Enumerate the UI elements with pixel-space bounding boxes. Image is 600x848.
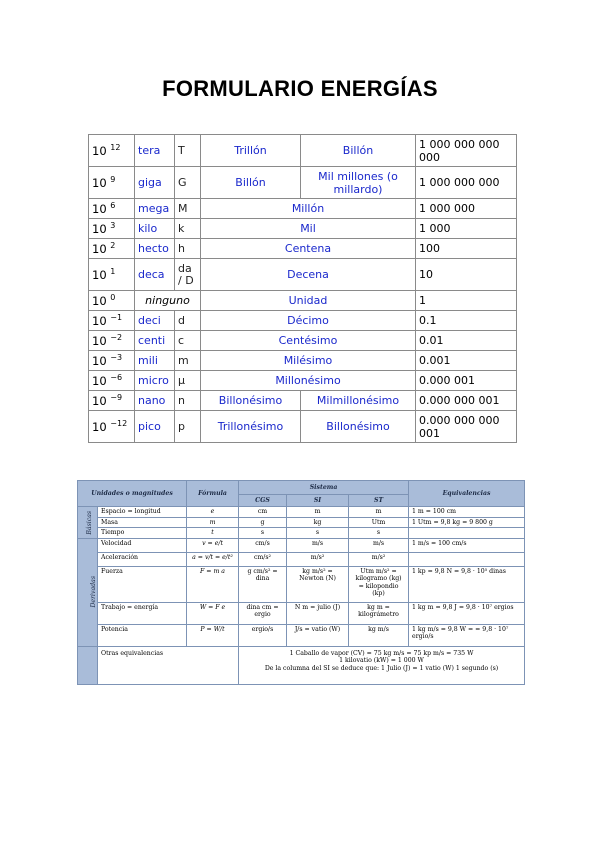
formula-cell: P = W/t [187,624,239,646]
header-magnitudes: Unidades o magnitudes [78,481,187,507]
short-scale-name: Billón [201,167,301,199]
other-equivalences-label: Otras equivalencias [98,646,239,684]
power-cell [89,167,135,199]
power-exponent: 0 [110,293,116,302]
header-sistema: Sistema [239,481,409,495]
power-exponent: −6 [110,373,123,382]
formula-cell: e [187,507,239,518]
decimal-value: 1 000 000 000 000 [416,135,517,167]
prefix-symbol: p [175,411,201,443]
equivalence-cell: 1 kg m = 9,8 J = 9,8 · 10⁷ ergios [409,602,525,624]
header-cgs: CGS [239,495,287,507]
power-base: 10 [92,314,107,328]
other-equivalences-text [239,646,525,684]
power-base: 10 [92,294,107,308]
equivalence-cell: 1 kp = 9,8 N = 9,8 · 10⁵ dinas [409,566,525,602]
si-unit: m [287,507,349,518]
formula-cell: v = e/t [187,538,239,552]
power-cell [89,135,135,167]
si-unit: kg [287,517,349,528]
decimal-value: 0.01 [416,331,517,351]
decimal-value: 0.000 000 001 [416,391,517,411]
prefix-row [89,351,517,371]
magnitude-name: Tiempo [98,528,187,539]
decimal-value: 1 000 000 000 [416,167,517,199]
prefix-symbol: G [175,167,201,199]
unit-row [78,507,525,518]
power-exponent: −12 [110,419,128,428]
st-unit: m/s² [349,552,409,566]
prefix-symbol: da / D [175,259,201,291]
power-base: 10 [92,354,107,368]
prefix-name: deca [135,259,175,291]
power-exponent: 6 [110,201,116,210]
unit-row [78,552,525,566]
power-cell [89,391,135,411]
power-base: 10 [92,420,107,434]
prefix-row [89,167,517,199]
power-base: 10 [92,334,107,348]
prefix-row [89,291,517,311]
decimal-value: 1 000 [416,219,517,239]
power-base: 10 [92,374,107,388]
other-equivalence-line: De la columna del SI se deduce que: 1 Julio (J) = 1 vatio (W) 1 segundo (s) [264,664,499,672]
cgs-unit: cm/s [239,538,287,552]
prefix-row [89,259,517,291]
scale-name: Décimo [201,311,416,331]
long-scale-name: Mil millones (o millardo) [301,167,416,199]
decimal-value: 0.001 [416,351,517,371]
power-base: 10 [92,202,107,216]
power-base: 10 [92,144,107,158]
cgs-unit: g cm/s² = dina [239,566,287,602]
unit-row [78,538,525,552]
prefix-symbol: n [175,391,201,411]
equivalence-cell [409,552,525,566]
other-equivalence-line: 1 Caballo de vapor (CV) = 75 kg m/s = 75 kp m/s = 735 W [289,649,474,657]
formula-cell: t [187,528,239,539]
unit-row [78,624,525,646]
equivalence-cell: 1 m/s = 100 cm/s [409,538,525,552]
header-formula: Fórmula [187,481,239,507]
decimal-value: 100 [416,239,517,259]
magnitude-name: Aceleración [98,552,187,566]
prefix-name: mega [135,199,175,219]
power-exponent: −1 [110,313,123,322]
prefix-name: hecto [135,239,175,259]
category-blank [78,646,98,684]
cgs-unit: s [239,528,287,539]
power-cell [89,351,135,371]
long-scale-name: Billón [301,135,416,167]
prefix-row [89,199,517,219]
si-unit: kg m/s² = Newton (N) [287,566,349,602]
short-scale-name: Trillón [201,135,301,167]
prefix-symbol: h [175,239,201,259]
power-base: 10 [92,222,107,236]
equivalence-cell [409,528,525,539]
decimal-value: 0.1 [416,311,517,331]
unit-row [78,528,525,539]
st-unit: m/s [349,538,409,552]
unit-row [78,566,525,602]
scale-name: Millón [201,199,416,219]
equivalence-cell: 1 m = 100 cm [409,507,525,518]
power-base: 10 [92,242,107,256]
prefix-name: tera [135,135,175,167]
category-derivadas: Derivadas [78,538,98,646]
equivalence-cell: 1 Utm = 9,8 kg = 9 800 g [409,517,525,528]
power-cell [89,239,135,259]
magnitude-name: Velocidad [98,538,187,552]
scale-name: Decena [201,259,416,291]
si-unit: N m = julio (J) [287,602,349,624]
prefix-row [89,135,517,167]
prefix-name: centi [135,331,175,351]
unit-row [78,517,525,528]
magnitude-name: Espacio = longitud [98,507,187,518]
cgs-unit: cm [239,507,287,518]
cgs-unit: dina cm = ergio [239,602,287,624]
decimal-value: 1 000 000 [416,199,517,219]
si-unit: J/s = vatio (W) [287,624,349,646]
prefix-symbol: d [175,311,201,331]
scale-name: Centena [201,239,416,259]
decimal-value: 0.000 000 000 001 [416,411,517,443]
power-exponent: 2 [110,241,116,250]
prefix-symbol: k [175,219,201,239]
power-cell [89,219,135,239]
si-unit: m/s² [287,552,349,566]
magnitude-name: Trabajo = energía [98,602,187,624]
other-equivalence-line: 1 kilovatio (kW) = 1 000 W [339,657,424,664]
power-cell [89,331,135,351]
si-unit: s [287,528,349,539]
formula-cell: W = F e [187,602,239,624]
power-exponent: −3 [110,353,123,362]
power-exponent: 3 [110,221,116,230]
decimal-value: 10 [416,259,517,291]
prefix-symbol: µ [175,371,201,391]
cgs-unit: ergio/s [239,624,287,646]
prefix-row [89,239,517,259]
power-cell [89,311,135,331]
prefix-table [88,134,517,443]
power-exponent: −2 [110,333,123,342]
prefix-row [89,219,517,239]
header-si: SI [287,495,349,507]
decimal-value: 0.000 001 [416,371,517,391]
prefix-row [89,411,517,443]
long-scale-name: Billonésimo [301,411,416,443]
scale-name: Milésimo [201,351,416,371]
other-equivalences-row [78,646,525,684]
cgs-unit: cm/s² [239,552,287,566]
prefix-name: mili [135,351,175,371]
power-base: 10 [92,394,107,408]
power-exponent: 12 [110,143,121,152]
scale-name: Millonésimo [201,371,416,391]
header-st: ST [349,495,409,507]
short-scale-name: Billonésimo [201,391,301,411]
category-basicas: Básicas [78,507,98,539]
power-exponent: 9 [110,175,116,184]
power-base: 10 [92,268,107,282]
formula-cell: F = m a [187,566,239,602]
header-equivalencias: Equivalencias [409,481,525,507]
prefix-row [89,391,517,411]
formula-cell: a = v/t = e/t² [187,552,239,566]
st-unit: kg m = kilográmetro [349,602,409,624]
magnitude-name: Potencia [98,624,187,646]
prefix-name: micro [135,371,175,391]
power-exponent: −9 [110,393,123,402]
prefix-symbol: T [175,135,201,167]
power-cell [89,371,135,391]
prefix-symbol: m [175,351,201,371]
prefix-name: kilo [135,219,175,239]
st-unit: s [349,528,409,539]
formula-cell: m [187,517,239,528]
scale-name: Centésimo [201,331,416,351]
prefix-symbol: c [175,331,201,351]
power-cell [89,199,135,219]
cgs-unit: g [239,517,287,528]
prefix-name: pico [135,411,175,443]
st-unit: kg m/s [349,624,409,646]
st-unit: Utm [349,517,409,528]
short-scale-name: Trillonésimo [201,411,301,443]
prefix-row [89,311,517,331]
equivalence-cell: 1 kg m/s = 9,8 W = = 9,8 · 10⁷ ergio/s [409,624,525,646]
power-cell [89,259,135,291]
power-cell [89,291,135,311]
prefix-name: giga [135,167,175,199]
decimal-value: 1 [416,291,517,311]
power-base: 10 [92,176,107,190]
scale-name: Unidad [201,291,416,311]
magnitude-name: Masa [98,517,187,528]
si-unit: m/s [287,538,349,552]
st-unit: m [349,507,409,518]
long-scale-name: Milmillonésimo [301,391,416,411]
prefix-name: nano [135,391,175,411]
power-exponent: 1 [110,267,116,276]
page-title: FORMULARIO ENERGÍAS [162,76,438,101]
prefix-none: ninguno [135,291,201,311]
power-cell [89,411,135,443]
magnitude-name: Fuerza [98,566,187,602]
prefix-row [89,371,517,391]
st-unit: Utm m/s² = kilogramo (kg) = kilopondio (kp) [349,566,409,602]
prefix-symbol: M [175,199,201,219]
prefix-row [89,331,517,351]
unit-row [78,602,525,624]
scale-name: Mil [201,219,416,239]
units-table [77,480,525,685]
prefix-name: deci [135,311,175,331]
